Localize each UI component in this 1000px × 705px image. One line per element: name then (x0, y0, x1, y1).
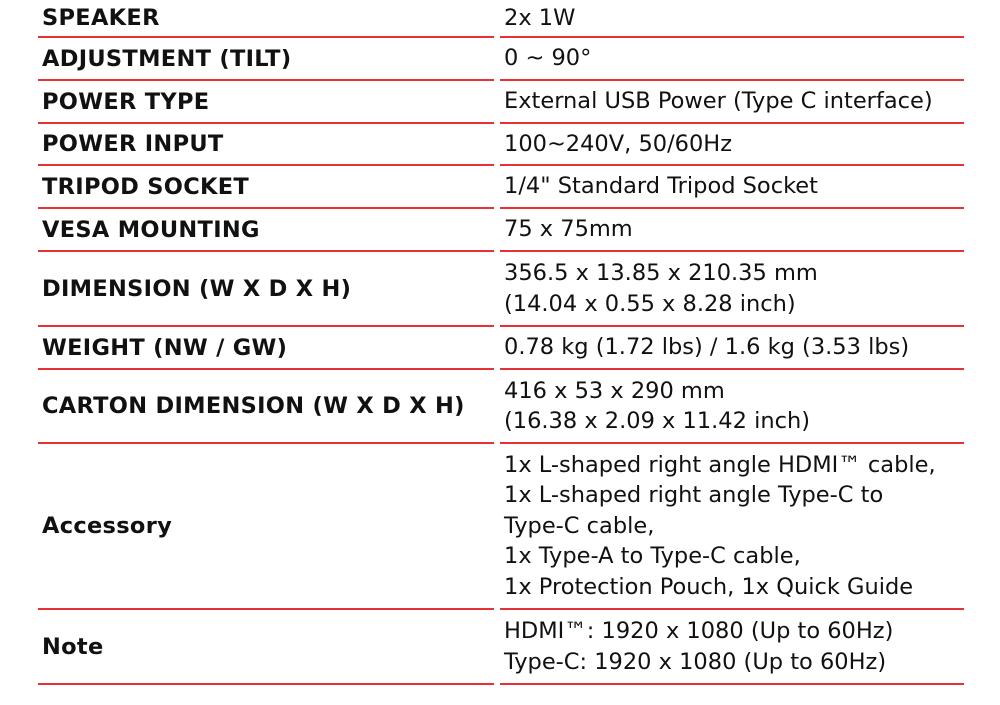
spec-row-power-type (38, 81, 964, 124)
spec-row-vesa-mounting (38, 209, 964, 252)
spec-value-line: (16.38 x 2.09 x 11.42 inch) (504, 408, 811, 434)
spec-value-line: Type-C cable, (504, 512, 655, 539)
spec-value (500, 252, 964, 327)
spec-label: POWER INPUT (38, 124, 494, 166)
spec-label: ADJUSTMENT (TILT) (38, 38, 494, 81)
spec-label: TRIPOD SOCKET (38, 166, 494, 209)
spec-value-line: 1x Protection Pouch, 1x Quick Guide (504, 573, 914, 600)
spec-row-power-input (38, 124, 964, 166)
spec-value-line: Type-C: 1920 x 1080 (Up to 60Hz) (504, 648, 887, 675)
spec-value (500, 166, 964, 209)
spec-value-line: 0.78 kg (1.72 lbs) / 1.6 kg (3.53 lbs) (504, 334, 910, 361)
spec-value-line: 75 x 75mm (504, 216, 633, 243)
spec-row-accessory (38, 444, 964, 610)
spec-table (38, 0, 964, 685)
spec-row-adjustment (38, 38, 964, 81)
spec-value-line: HDMI™: 1920 x 1080 (Up to 60Hz) (504, 618, 894, 644)
spec-value-line: (14.04 x 0.55 x 8.28 inch) (504, 290, 796, 317)
spec-value (500, 124, 964, 166)
spec-value (500, 370, 964, 444)
spec-row-note (38, 610, 964, 685)
spec-row-carton-dimension (38, 370, 964, 444)
spec-label: SPEAKER (38, 0, 494, 38)
spec-value-line: 1x L-shaped right angle HDMI™ cable, (504, 451, 936, 478)
spec-value-line: 416 x 53 x 290 mm (504, 377, 725, 404)
spec-value-line: External USB Power (Type C interface) (504, 88, 933, 115)
spec-value (500, 81, 964, 124)
spec-value-line: 1/4" Standard Tripod Socket (504, 173, 818, 200)
spec-value-line: 2x 1W (504, 4, 576, 31)
spec-value (500, 444, 964, 610)
spec-label: POWER TYPE (38, 81, 494, 124)
spec-value (500, 0, 964, 38)
spec-value (500, 327, 964, 370)
spec-label: CARTON DIMENSION (W X D X H) (38, 370, 494, 444)
spec-value-line: 0 ~ 90° (504, 45, 592, 72)
spec-value-line: 1x L-shaped right angle Type-C to (504, 482, 884, 509)
spec-row-dimension (38, 252, 964, 327)
spec-value-line: 1x Type-A to Type-C cable, (504, 543, 801, 570)
spec-value (500, 209, 964, 252)
spec-value (500, 610, 964, 685)
spec-label: Note (38, 610, 494, 685)
spec-row-tripod-socket (38, 166, 964, 209)
spec-row-weight (38, 327, 964, 370)
spec-value (500, 38, 964, 81)
spec-row-speaker (38, 0, 964, 38)
spec-label: WEIGHT (NW / GW) (38, 327, 494, 370)
spec-label: Accessory (38, 444, 494, 610)
spec-label: DIMENSION (W X D X H) (38, 252, 494, 327)
spec-value-line: 100~240V, 50/60Hz (504, 130, 733, 157)
spec-value-line: 356.5 x 13.85 x 210.35 mm (504, 260, 818, 286)
spec-label: VESA MOUNTING (38, 209, 494, 252)
